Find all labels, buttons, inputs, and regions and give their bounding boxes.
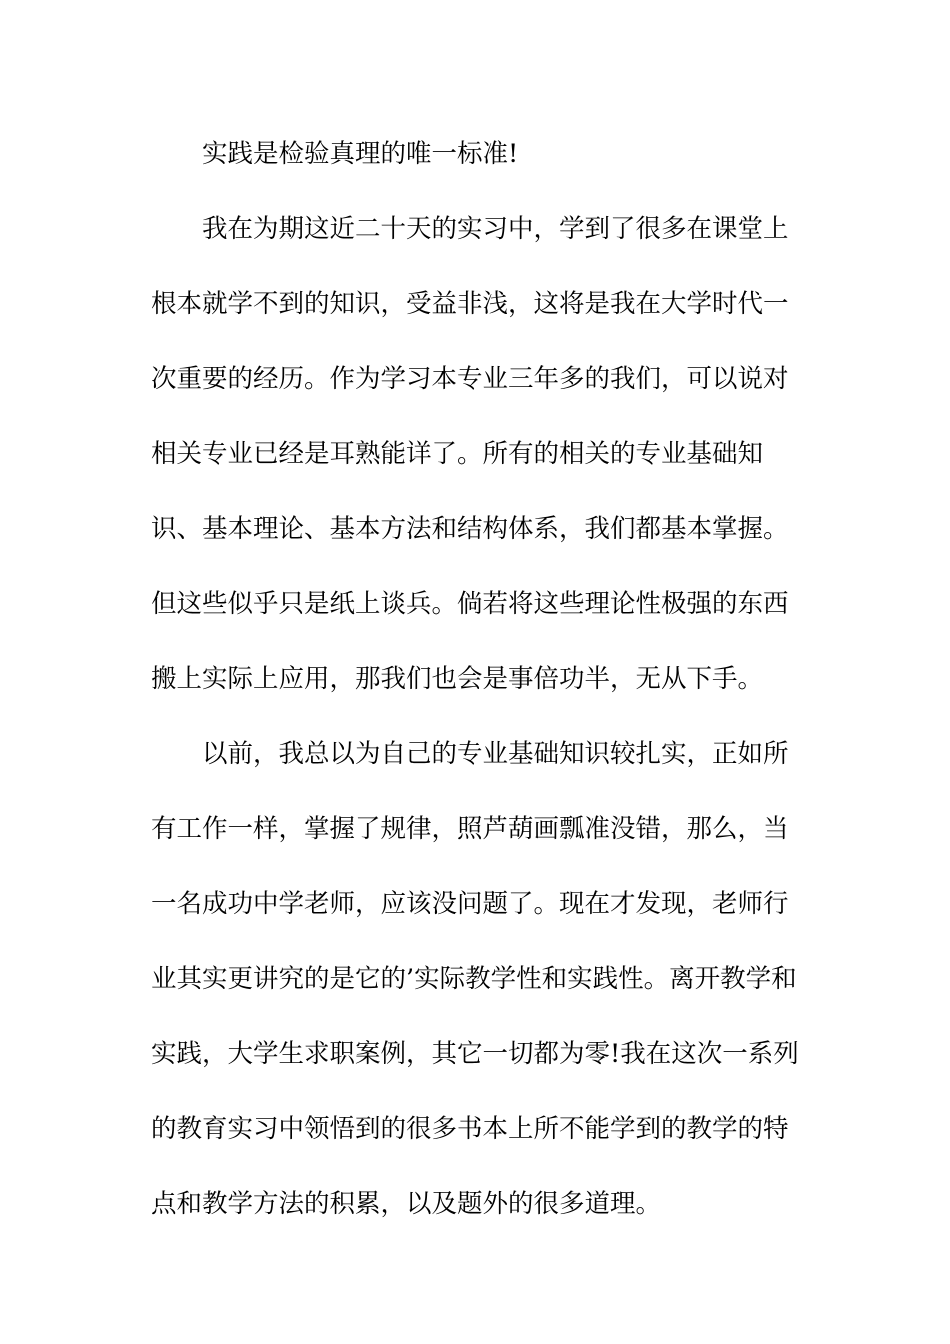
paragraph-line: 但这些似乎只是纸上谈兵。倘若将这些理论性极强的东西	[151, 589, 789, 619]
paragraph-line: 实践是检验真理的唯一标准!	[202, 139, 519, 169]
paragraph-line: 业其实更讲究的是它的’实际教学性和实践性。离开教学和	[151, 964, 797, 994]
paragraph-line: 的教育实习中领悟到的很多书本上所不能学到的教学的特	[151, 1114, 789, 1144]
paragraph-line: 相关专业已经是耳熟能详了。所有的相关的专业基础知	[151, 439, 764, 469]
paragraph-line: 搬上实际上应用，那我们也会是事倍功半，无从下手。	[151, 664, 764, 694]
paragraph-line: 有工作一样，掌握了规律，照芦葫画瓢准没错，那么，当	[151, 814, 789, 844]
paragraph-line: 点和教学方法的积累，以及题外的很多道理。	[151, 1189, 662, 1219]
paragraph-line: 以前，我总以为自己的专业基础知识较扎实，正如所	[202, 739, 789, 769]
document-body	[151, 128, 811, 1253]
paragraph-line: 实践，大学生求职案例，其它一切都为零!我在这次一系列	[151, 1039, 799, 1069]
paragraph-line: 根本就学不到的知识，受益非浅，这将是我在大学时代一	[151, 289, 789, 319]
paragraph-line: 识、基本理论、基本方法和结构体系，我们都基本掌握。	[151, 514, 789, 544]
paragraph-line: 一名成功中学老师，应该没问题了。现在才发现，老师行	[151, 889, 789, 919]
paragraph-line: 我在为期这近二十天的实习中，学到了很多在课堂上	[202, 214, 789, 244]
paragraph-line: 次重要的经历。作为学习本专业三年多的我们，可以说对	[151, 364, 789, 394]
